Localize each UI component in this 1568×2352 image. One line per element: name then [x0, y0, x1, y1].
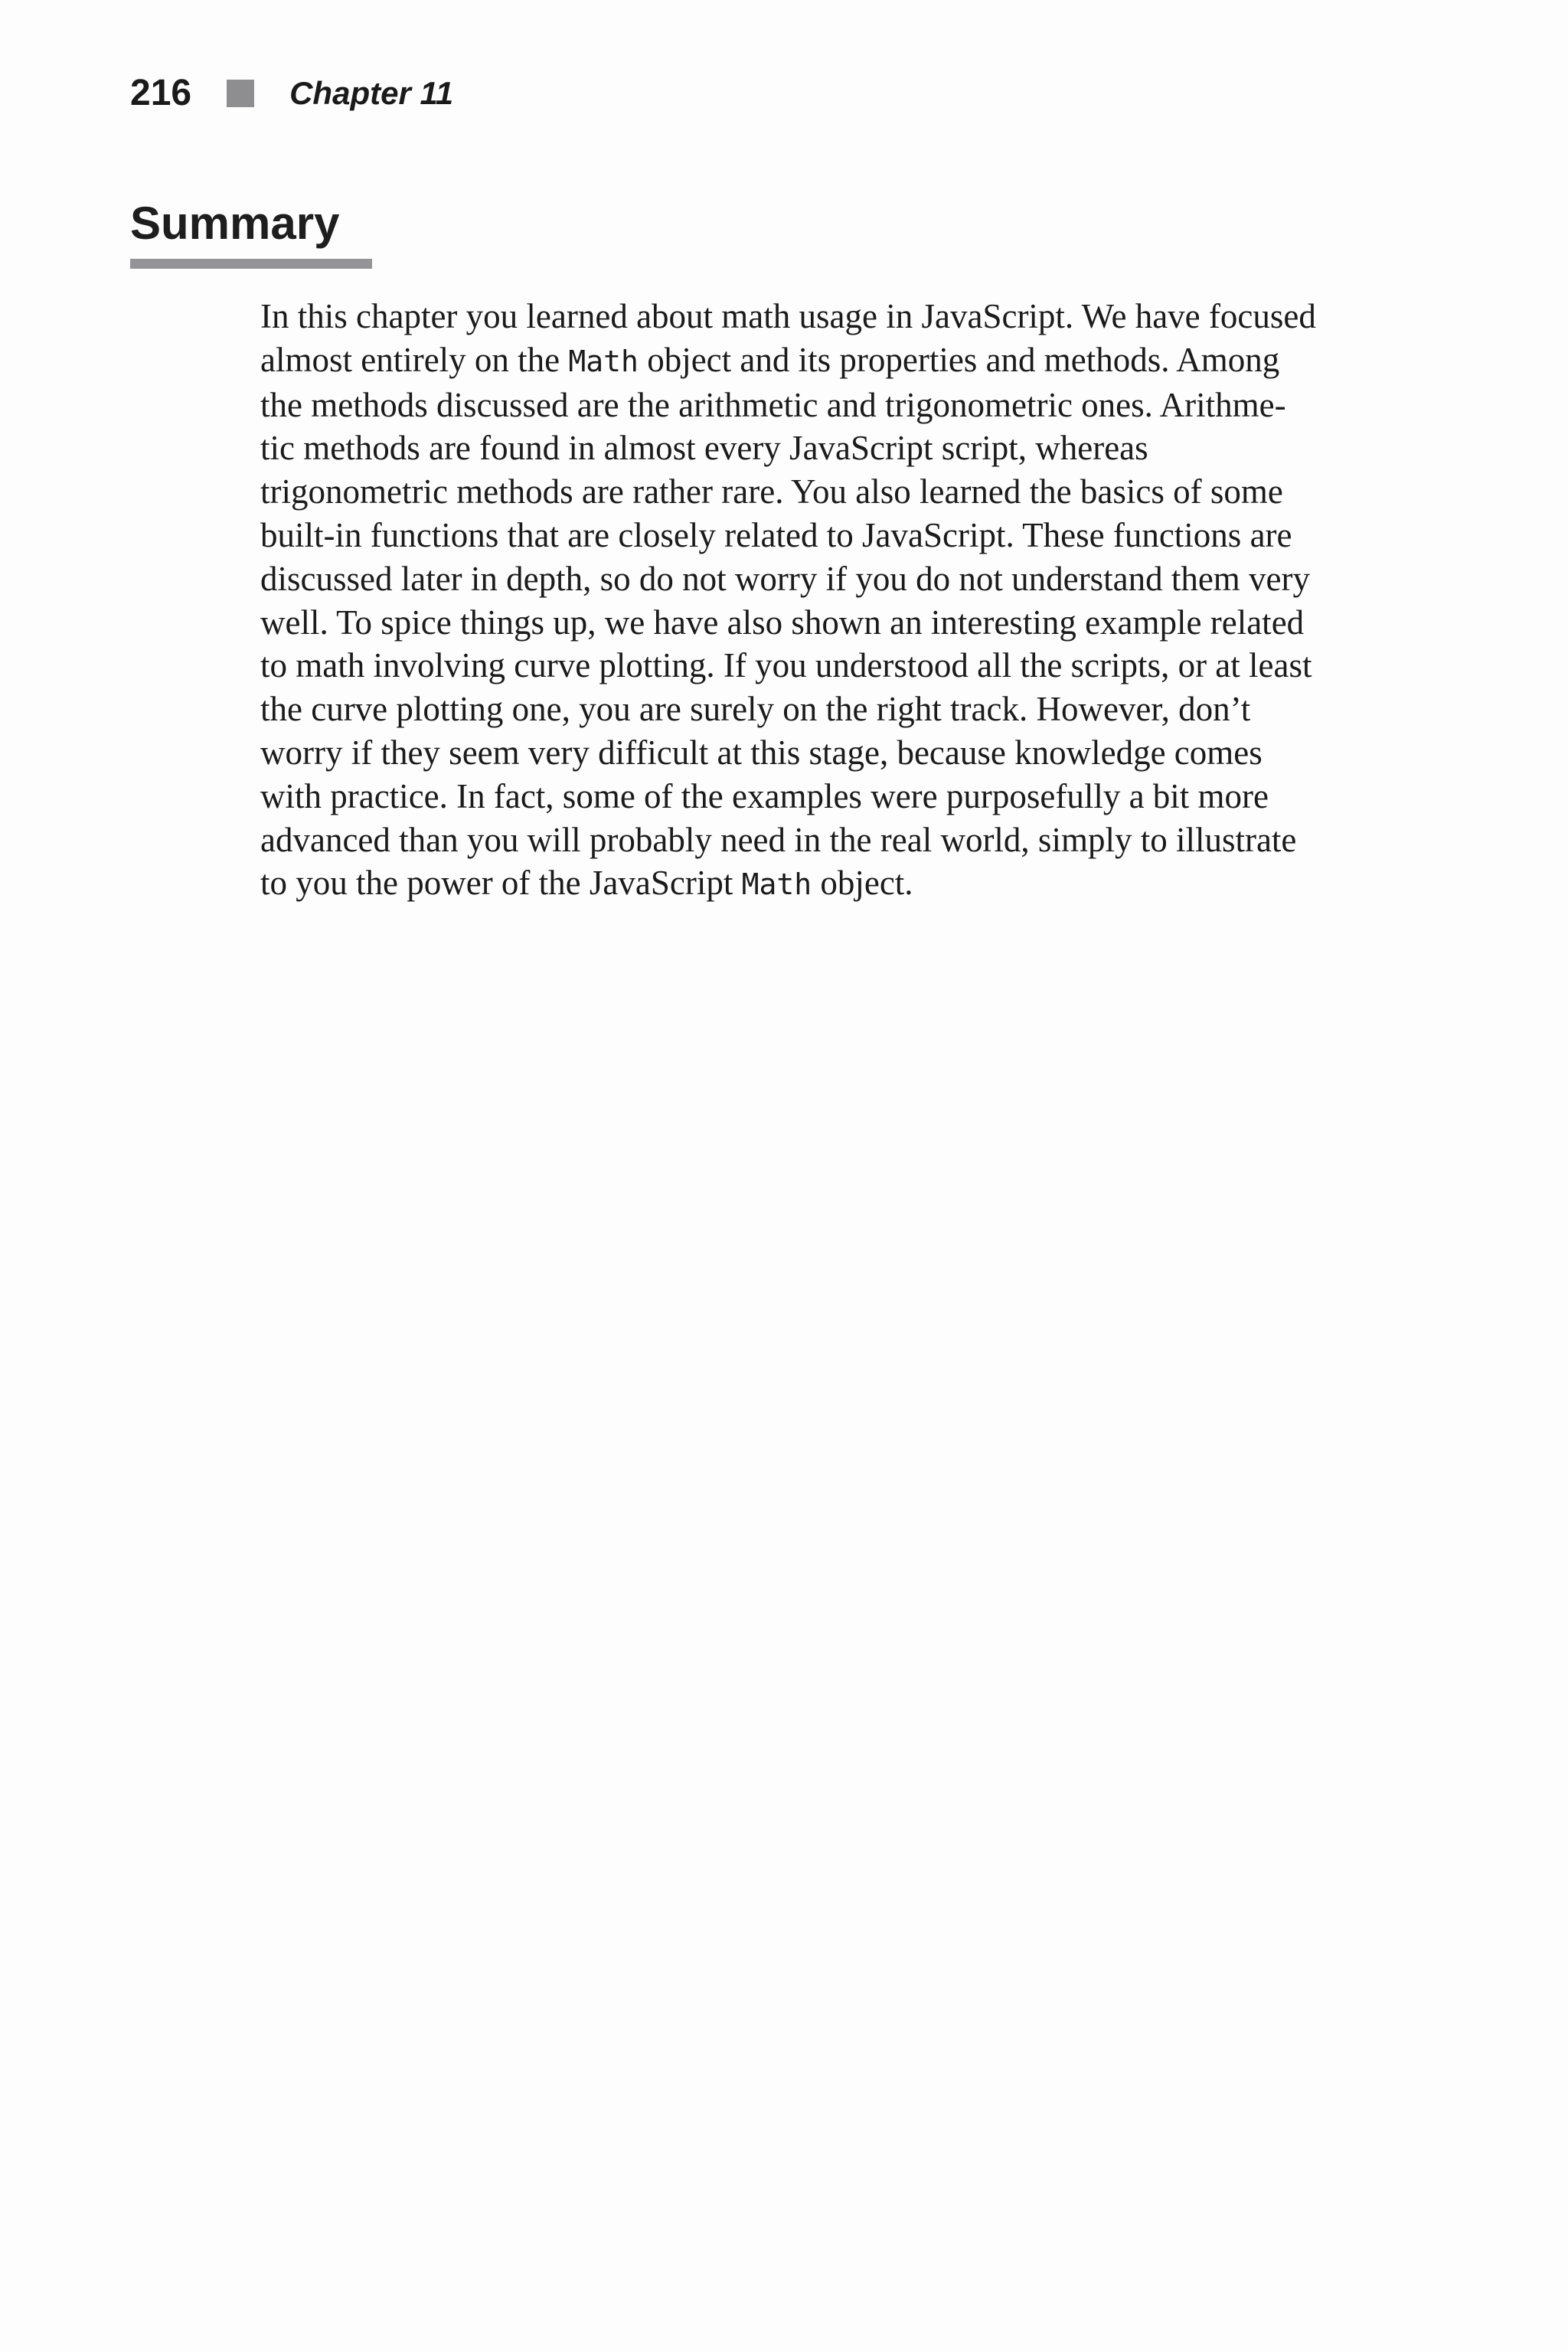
paragraph-line: built-in functions that are closely related to JavaScript. These functions are [260, 515, 1292, 554]
paragraph-line: well. To spice things up, we have also shown an interesting example related [260, 603, 1305, 642]
summary-paragraph [260, 295, 1439, 906]
code-math: Math [568, 344, 639, 378]
paragraph-line: discussed later in depth, so do not worry if you do not understand them very [260, 559, 1311, 598]
paragraph-line: worry if they seem very difficult at this stage, because knowledge comes [260, 733, 1263, 772]
paragraph-line: with practice. In fact, some of the examples were purposefully a bit more [260, 776, 1269, 815]
code-math: Math [741, 867, 812, 902]
paragraph-line: advanced than you will probably need in the real world, simply to illustrate [260, 820, 1297, 859]
chapter-label: Chapter 11 [289, 75, 454, 111]
paragraph-line: In this chapter you learned about math usage in JavaScript. We have focused [260, 297, 1316, 335]
heading-underline [130, 259, 372, 269]
paragraph-line: to math involving curve plotting. If you understood all the scripts, or at least [260, 646, 1312, 685]
paragraph-line: the methods discussed are the arithmetic and trigonometric ones. Arithme- [260, 385, 1286, 424]
running-head-square-icon [227, 80, 254, 107]
running-head [130, 69, 453, 118]
paragraph-line: to you the power of the JavaScript Math object. [260, 864, 913, 903]
paragraph-line: tic methods are found in almost every JavaScript script, whereas [260, 429, 1148, 468]
paragraph-line: trigonometric methods are rather rare. You also learned the basics of some [260, 472, 1283, 511]
paragraph-line: almost entirely on the Math object and its properties and methods. Among [260, 340, 1280, 379]
page-number: 216 [130, 73, 192, 113]
section-heading: Summary [130, 198, 340, 249]
paragraph-line: the curve plotting one, you are surely on the right track. However, don’t [260, 690, 1251, 729]
